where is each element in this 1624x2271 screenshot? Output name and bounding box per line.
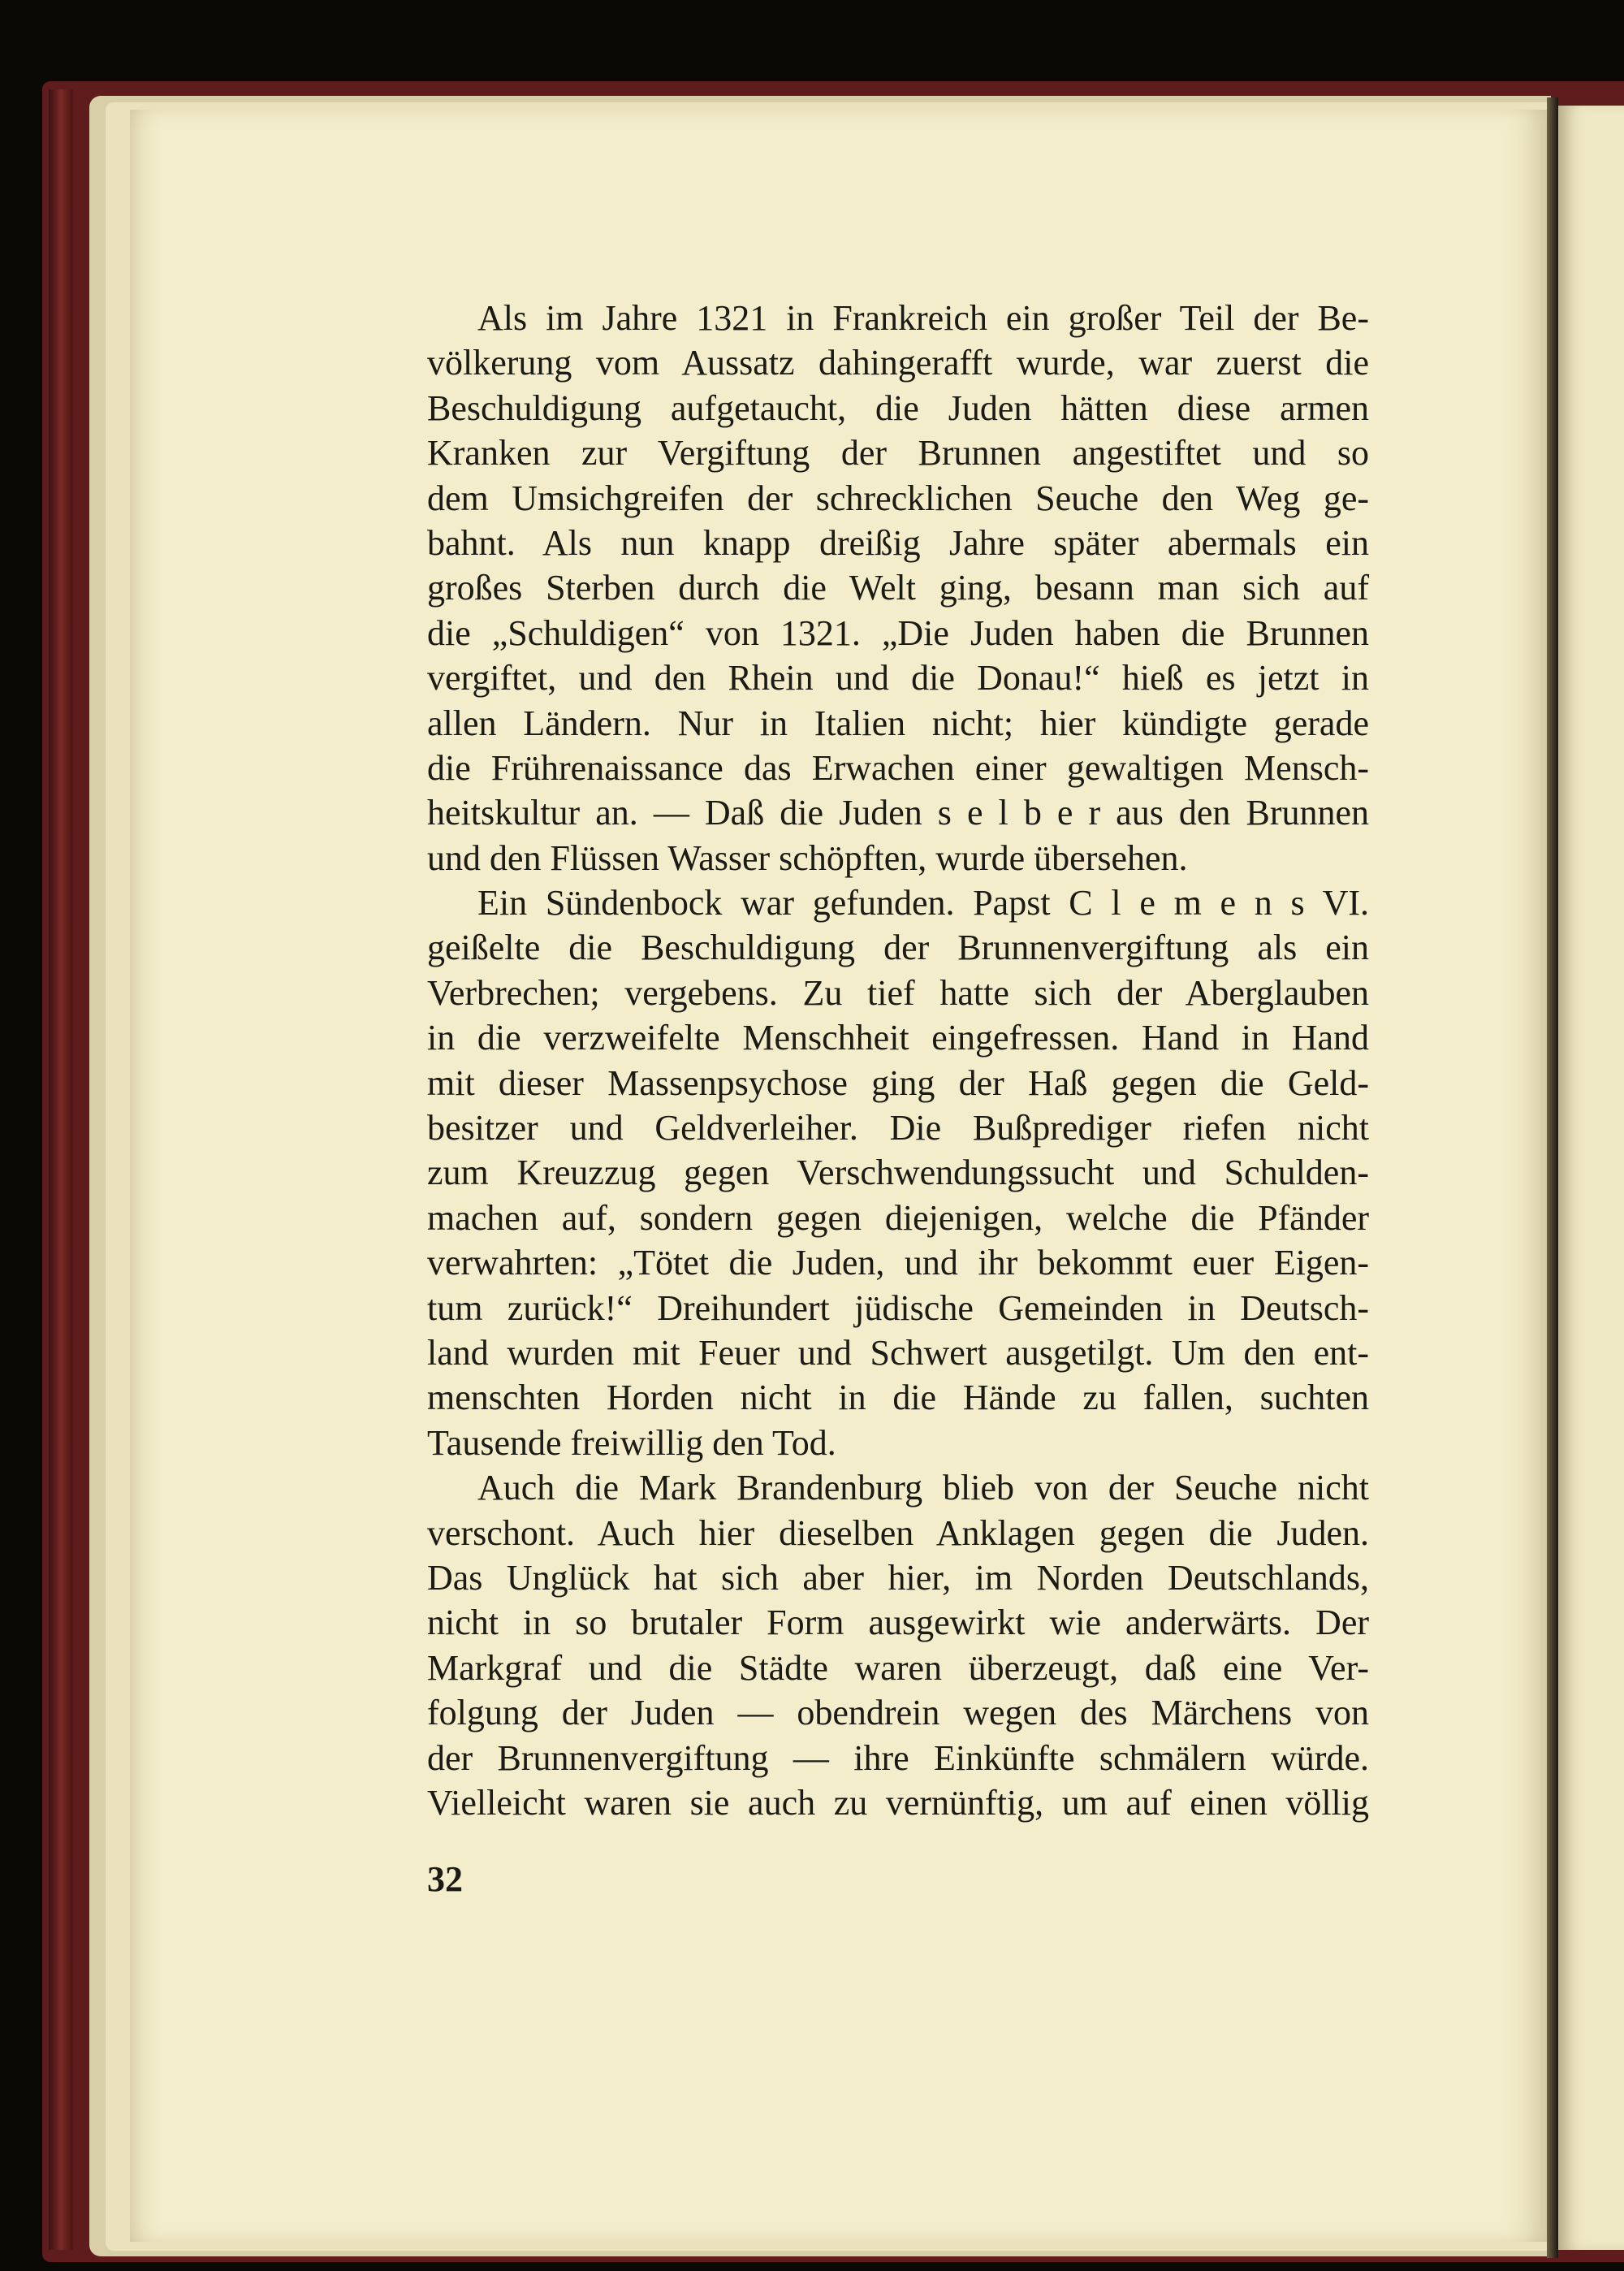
text-line: Kranken zur Vergiftung der Brunnen angestiftet und so — [427, 433, 1369, 474]
text-line: die Frührenaissance das Erwachen einer gewaltigen Mensch- — [427, 747, 1369, 788]
text-line: geißelte die Beschuldigung der Brunnenvergiftung als ein — [427, 928, 1369, 968]
book-gutter — [1547, 97, 1558, 2258]
text-line: folgung der Juden — obendrein wegen des Märchens von — [427, 1693, 1369, 1733]
text-line: der Brunnenvergiftung — ihre Einkünfte schmälern würde. — [427, 1737, 1369, 1778]
text-line: land wurden mit Feuer und Schwert ausgetilgt. Um den ent- — [427, 1332, 1369, 1373]
text-line: Vielleicht waren sie auch zu vernünftig, um auf einen völlig — [427, 1782, 1369, 1823]
text-line: vergiftet, und den Rhein und die Donau!“ hieß es jetzt in — [427, 658, 1369, 699]
paragraph — [427, 880, 1369, 1465]
text-line: allen Ländern. Nur in Italien nicht; hier kündigte gerade — [427, 703, 1369, 743]
text-line: bahnt. Als nun knapp dreißig Jahre später abermals ein — [427, 522, 1369, 563]
text-line: menschten Horden nicht in die Hände zu fallen, suchten — [427, 1378, 1369, 1418]
text-line: heitskultur an. — Daß die Juden s e l b e r aus den Brunnen — [427, 793, 1369, 833]
text-line: Ein Sündenbock war gefunden. Papst C l e m e n s VI. — [477, 883, 1369, 924]
text-line: großes Sterben durch die Welt ging, besann man sich auf — [427, 568, 1369, 608]
page-number: 32 — [427, 1859, 463, 1899]
text-line: Verbrechen; vergebens. Zu tief hatte sich der Aberglauben — [427, 972, 1369, 1013]
facing-page — [1558, 106, 1624, 2250]
text-line: Auch die Mark Brandenburg blieb von der Seuche nicht — [477, 1468, 1369, 1508]
text-line: besitzer und Geldverleiher. Die Bußprediger riefen nicht — [427, 1108, 1369, 1148]
text-line: Das Unglück hat sich aber hier, im Norden Deutschlands, — [427, 1557, 1369, 1598]
text-line: in die verzweifelte Menschheit eingefressen. Hand in Hand — [427, 1018, 1369, 1058]
text-line: dem Umsichgreifen der schrecklichen Seuche den Weg ge- — [427, 478, 1369, 518]
book-spine-edge — [49, 89, 73, 2250]
text-line: Tausende freiwillig den Tod. — [427, 1422, 836, 1463]
text-line: mit dieser Massenpsychose ging der Haß gegen die Geld- — [427, 1062, 1369, 1103]
text-line: und den Flüssen Wasser schöpften, wurde übersehen. — [427, 837, 1188, 878]
paragraph — [427, 296, 1369, 880]
text-line: nicht in so brutaler Form ausgewirkt wie anderwärts. Der — [427, 1603, 1369, 1643]
text-line: die „Schuldigen“ von 1321. „Die Juden haben die Brunnen — [427, 612, 1369, 653]
text-line: Beschuldigung aufgetaucht, die Juden hätten diese armen — [427, 387, 1369, 428]
text-line: Markgraf und die Städte waren überzeugt, daß eine Ver- — [427, 1647, 1369, 1688]
text-line: verwahrten: „Tötet die Juden, und ihr bekommt euer Eigen- — [427, 1243, 1369, 1283]
body-text — [427, 296, 1369, 1825]
text-line: machen auf, sondern gegen diejenigen, welche die Pfänder — [427, 1197, 1369, 1238]
text-line: Als im Jahre 1321 in Frankreich ein großer Teil der Be- — [477, 298, 1369, 338]
text-line: tum zurück!“ Dreihundert jüdische Gemeinden in Deutsch- — [427, 1287, 1369, 1328]
text-line: völkerung vom Aussatz dahingerafft wurde, war zuerst die — [427, 343, 1369, 383]
paragraph — [427, 1465, 1369, 1825]
text-line: zum Kreuzzug gegen Verschwendungssucht und Schulden- — [427, 1153, 1369, 1193]
text-line: verschont. Auch hier dieselben Anklagen gegen die Juden. — [427, 1512, 1369, 1553]
